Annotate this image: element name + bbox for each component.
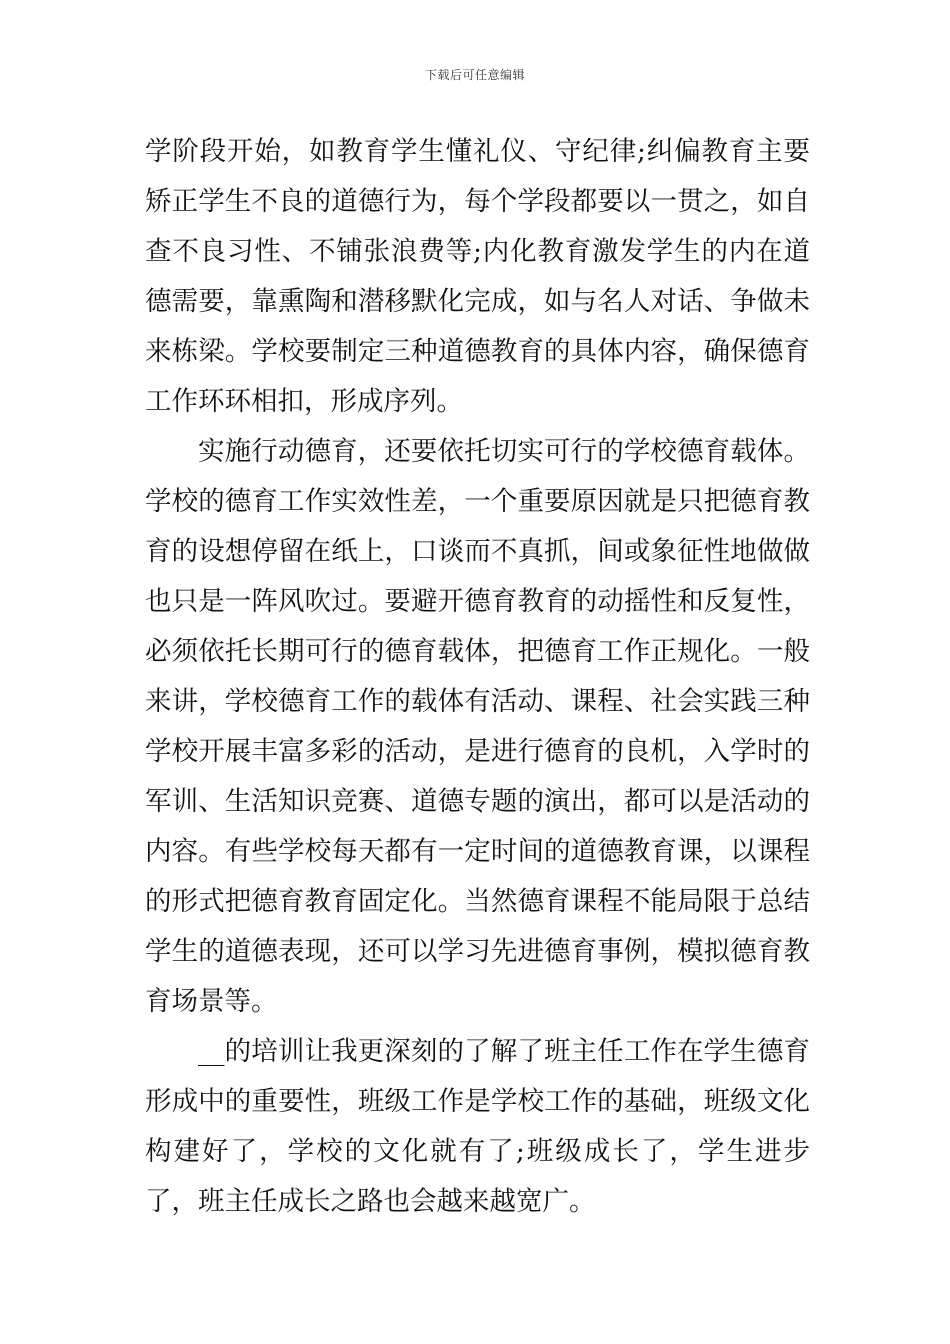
body-text [145, 127, 810, 1227]
page-header: 下载后可任意编辑 [424, 68, 525, 82]
paragraph-3: __的培训让我更深刻的了解了班主任工作在学生德育形成中的重要性，班级工作是学校工作的基础，班级文化构建好了，学校的文化就有了;班级成长了，学生进步了，班主任成长之路也会越来越宽广。 [145, 1036, 810, 1217]
paragraph-1: 学阶段开始，如教育学生懂礼仪、守纪律;纠偏教育主要矫正学生不良的道德行为，每个学段都要以一贯之，如自查不良习性、不铺张浪费等;内化教育激发学生的内在道德需要，靠熏陶和潜移默化完成，如与名人对话、争做未来栋梁。学校要制定三种道德教育的具体内容，确保德育工作环环相扣，形成序列。 [145, 136, 810, 417]
paragraph-2: 实施行动德育，还要依托切实可行的学校德育载体。学校的德育工作实效性差，一个重要原因就是只把德育教育的设想停留在纸上，口谈而不真抓，间或象征性地做做也只是一阵风吹过。要避开德育教育的动摇性和反复性，必须依托长期可行的德育载体，把德育工作正规化。一般来讲，学校德育工作的载体有活动、课程、社会实践三种学校开展丰富多彩的活动，是进行德育的良机，入学时的军训、生活知识竞赛、道德专题的演出，都可以是活动的内容。有些学校每天都有一定时间的道德教育课，以课程的形式把德育教育固定化。当然德育课程不能局限于总结学生的道德表现，还可以学习先进德育事例，模拟德育教育场景等。 [145, 436, 810, 1017]
